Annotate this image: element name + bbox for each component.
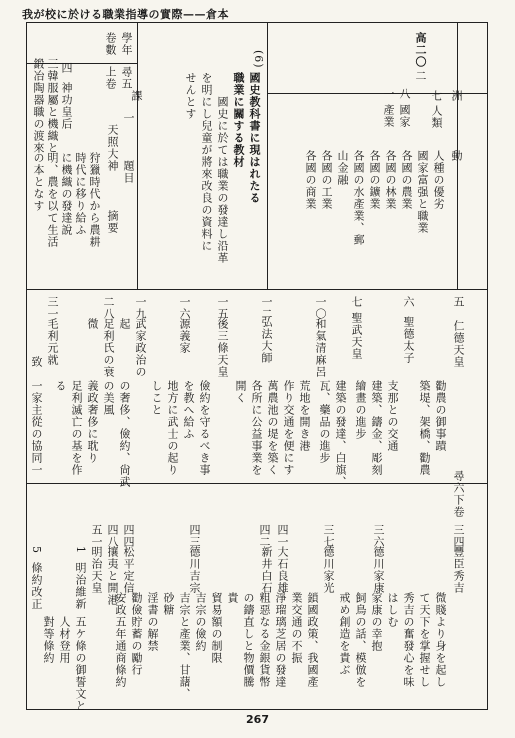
- bot-b1-sum-1: 微賤より身を起し: [434, 592, 447, 688]
- mid-c3-sum-1: 建築の發達、白旗、: [334, 380, 347, 488]
- mid-c3-sum-2: 瓦、藥品の進步: [318, 380, 331, 464]
- bot-b2-title: 德川家康: [372, 546, 385, 594]
- bot-b3-sum-2: 業交通の不振: [290, 592, 303, 664]
- mid-c3-title: 聖武天皇: [350, 312, 363, 360]
- mid-c10-num: 三一: [46, 296, 59, 320]
- top-col-2: 國家富强と職業: [416, 150, 429, 234]
- mid-c2-sum-2: 建築、鑄金、彫刻: [370, 380, 383, 476]
- bot-b7-sum-1: 淫書の解禁: [146, 592, 159, 652]
- bot-b3-num: 三七: [322, 524, 335, 548]
- bot-b4-sum-1: 粗惡なる金銀貨幣: [258, 592, 271, 688]
- mid-c4-sum-2: 作り交通を便にす: [282, 380, 295, 476]
- mid-c9-title-2: 微: [86, 318, 99, 330]
- row2-summary-2: 鍛冶陶器職の渡來: [32, 58, 45, 154]
- mid-c4-sum-1: 荒地を開き港: [298, 380, 311, 452]
- row1-summary-2: 時代に移り給ふ: [74, 152, 87, 236]
- head-year: 學年: [120, 32, 133, 56]
- note-line-4: を明にし兒童が將來改良の資料に: [200, 72, 213, 252]
- bot-b1-sum-2: て天下を掌握せし: [418, 592, 431, 688]
- row1-vol: 上卷: [104, 66, 117, 90]
- mid-c6-sum-4: しこと: [150, 380, 163, 416]
- row2-lesson: 四: [60, 62, 73, 74]
- row1-summary-1: 狩獵時代から農耕: [88, 152, 101, 248]
- head-lesson: 課: [130, 90, 143, 102]
- bot-b2-sum-1: 家康の幸抱: [370, 592, 383, 652]
- page-number: 267: [246, 713, 269, 726]
- mid-c9-title: 足利氏の衰: [102, 318, 115, 378]
- row1-year: 尋五: [120, 66, 133, 90]
- top-mark-zhou: 洲: [450, 90, 463, 102]
- bot-b10-num: 1: [74, 546, 87, 554]
- top-col-6: 各國の水產業、郵: [352, 150, 365, 246]
- mid-c4-num: 一〇: [314, 296, 327, 320]
- mid-c6-sum-2: を教へ給ふ: [182, 380, 195, 440]
- bot-b1-num: 三四: [452, 524, 465, 548]
- row1-summary-3: に機織の發達說: [60, 152, 73, 236]
- mid-c8-title-2: 起: [118, 318, 131, 330]
- note-line-5: せんとす: [184, 72, 197, 120]
- mid-c10-title-2: 致: [30, 356, 43, 368]
- bot-b6-sum-1: 吉宗の儉約: [194, 592, 207, 652]
- top-col-7: 山金融: [336, 150, 349, 186]
- mid-c8-num: 一九: [134, 296, 147, 320]
- mid-c4-sum-4: 各所に公益事業を: [250, 380, 263, 476]
- note-line-2: 職業に關する教材: [232, 72, 245, 168]
- bot-b9-num: 五一: [90, 524, 103, 548]
- bot-b3-sum-1: 鎖國政策、我國產: [306, 592, 319, 688]
- era-pages: 高二〇: [414, 32, 427, 68]
- top-lesson-12: 產業: [382, 104, 395, 128]
- bot-b5-sum-1: の鑄直しと物價騰: [242, 592, 255, 688]
- top-col-3: 各國の農業: [400, 150, 413, 210]
- bot-b1-title: 豐臣秀吉: [452, 546, 465, 594]
- bot-b2-sum-2: 飼鳥の話、模倣を: [354, 592, 367, 688]
- mid-c2-num: 六: [402, 296, 415, 308]
- mid-c2-title: 聖德太子: [402, 316, 415, 364]
- mid-c1-sum-2: 築堤、架橋、勸農: [418, 380, 431, 476]
- bot-b6-num: 四三: [188, 524, 201, 548]
- mid-c10-sum-1: 一家主從の協同一: [30, 380, 43, 476]
- bot-b3-title: 德川家光: [322, 546, 335, 594]
- bot-b7-sum-2: 勸儉貯蓄の勵行: [130, 592, 143, 676]
- mid-c6-num: 一五: [216, 296, 229, 320]
- bot-b4-title: 大石良雄: [276, 546, 289, 594]
- mid-c6-sum-1: 儉約を守るべき事: [198, 380, 211, 476]
- bot-b4-num: 四一: [276, 524, 289, 548]
- note-line-1: 國史教科書に現はれたる: [248, 72, 261, 204]
- bot-b2-sum-3: 戒め創造を貴ぶ: [338, 592, 351, 676]
- mid-c7-num: 一六: [178, 296, 191, 320]
- mid-c9-sum-1: 義政奢侈に耽り: [86, 380, 99, 464]
- bot-b6-sum-2: 吉宗と產業、甘藷、: [178, 592, 191, 700]
- mid-c5-num: 一二: [260, 296, 273, 320]
- mid-c1-title: 仁德天皇: [452, 320, 465, 368]
- top-col-5: 各國の鑛業: [368, 150, 381, 210]
- bottom-era: 尋六下卷: [452, 470, 465, 518]
- band-divider-1: [27, 289, 487, 290]
- mid-c3-num: 七: [350, 296, 363, 308]
- bot-b10-sum-3: 對等條約: [42, 616, 55, 664]
- mid-c8-title: 武家政治の: [134, 318, 147, 378]
- row1-title: 天照大神: [106, 124, 119, 172]
- bot-b11-title: 條約改正: [30, 562, 43, 610]
- mid-c4-sum-5: 開く: [234, 380, 247, 404]
- bot-b10-sum-1: 五ケ條の御誓文と: [74, 616, 87, 712]
- bot-b5-num: 四二: [258, 524, 271, 548]
- bot-b7-title: 松平定信: [122, 546, 135, 594]
- top-col-4: 各國の林業: [384, 150, 397, 210]
- bot-b8-sum-1: 安政五年通商條約: [114, 592, 127, 688]
- row1-lesson: 一: [122, 112, 135, 124]
- head-summary: 摘要: [106, 210, 119, 234]
- mid-c9-num: 二八: [102, 296, 115, 320]
- top-col-9: 各國の商業: [304, 150, 317, 210]
- top-col-1: 人種の優劣: [432, 150, 445, 210]
- top-lesson-8: 國家: [398, 104, 411, 128]
- head-title: 題目: [122, 160, 135, 184]
- mid-c8-sum-1: の奢侈、儉約、尙武: [118, 380, 131, 488]
- bot-b8-title: 攘夷と開港: [106, 546, 119, 606]
- bot-b10-sum-2: 人材登用: [58, 616, 71, 664]
- band-divider-2: [27, 483, 487, 484]
- section-number: (6): [252, 50, 265, 69]
- mid-c5-title: 弘法大師: [260, 316, 273, 364]
- mid-c1-num: 五: [452, 296, 465, 308]
- mid-c1-sum-1: 勸農の御事蹟: [434, 380, 447, 452]
- head-vol: 卷數: [104, 32, 117, 56]
- bot-b6-sum-3: 砂糖: [162, 592, 175, 616]
- row2-summary-1: 三韓服屬と機織と: [46, 58, 59, 154]
- top-mark-dong: 動: [450, 150, 463, 162]
- mid-c2-sum-1: 支那との交通: [386, 380, 399, 452]
- mid-c6-sum-3: 地方に武士の起り: [166, 380, 179, 476]
- top-num-8: 八: [398, 88, 411, 100]
- top-num-2: 二: [414, 70, 427, 82]
- bot-b7-num: 四四: [122, 524, 135, 548]
- top-vline-2: [137, 23, 138, 289]
- top-vline-1: [267, 23, 268, 289]
- row1-summary-4: 明、農を以て生活: [46, 152, 59, 248]
- row2-title: 神功皇后: [60, 82, 73, 130]
- bot-b5-sum-2: 貴: [226, 592, 239, 604]
- running-header: 我が校に於ける職業指導の實際——倉本: [22, 8, 229, 21]
- bot-b11-num: 5: [30, 546, 43, 554]
- mid-c9-sum-2: 足利滅亡の基を作: [70, 380, 83, 476]
- mid-c4-title: 和氣清麻呂: [314, 318, 327, 378]
- bot-b3-sum-3: 淨瑠璃芝居の發達: [274, 592, 287, 688]
- mid-c7-title: 源義家: [178, 318, 191, 354]
- bot-b2-num: 三六: [372, 524, 385, 548]
- bot-b6-title: 德川吉宗: [188, 546, 201, 594]
- top-lesson-7: 人類: [430, 105, 443, 129]
- top-lesson-num: 七: [430, 90, 443, 102]
- mid-c9-sum-3: る: [54, 380, 67, 392]
- bot-b5-sum-3: 貿易額の制限: [210, 592, 223, 664]
- note-line-3: 國史に於ては職業の發達し沿革: [216, 96, 229, 264]
- top-num-1: 一: [382, 88, 395, 100]
- bot-b8-num: 四八: [106, 524, 119, 548]
- bot-b1-sum-3: 秀吉の奮發心を味: [402, 592, 415, 688]
- mid-c2-sum-3: 繪畫の進步: [354, 380, 367, 440]
- bot-b5-title: 新井白石: [260, 546, 273, 594]
- mid-c4-sum-3: 萬農池の堤を築く: [266, 380, 279, 476]
- top-col-8: 各國の工業: [320, 150, 333, 210]
- bot-b9-title: 明治天皇: [90, 546, 103, 594]
- row1-summary-5: の本となす: [32, 152, 45, 212]
- mid-c8-sum-2: の美風: [102, 380, 115, 416]
- mid-c6-title: 後三條天皇: [216, 318, 229, 378]
- bot-b10-title: 明治維新: [74, 562, 87, 610]
- mid-c10-title: 毛利元就: [46, 318, 59, 366]
- bot-b1-sum-4: はしむ: [386, 592, 399, 628]
